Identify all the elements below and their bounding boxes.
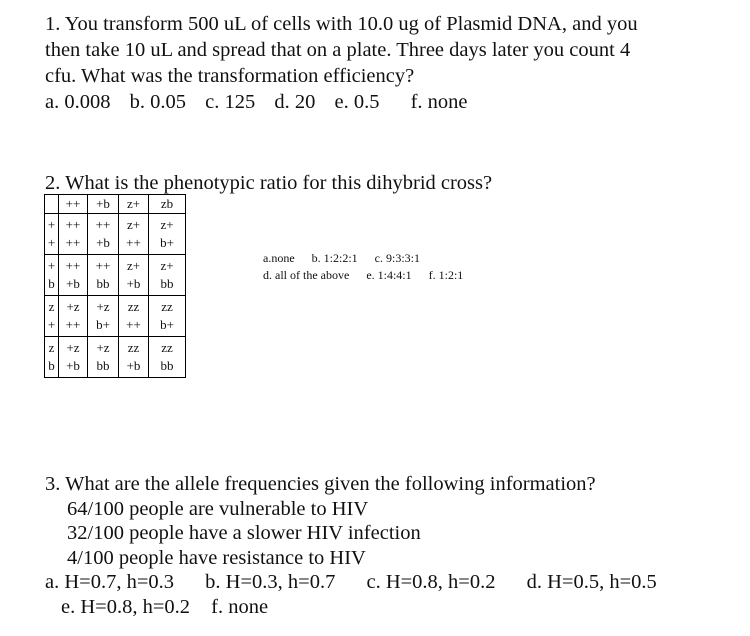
punnett-cell: z+ ++ — [119, 214, 149, 255]
option-c: c. 9:3:3:1 — [374, 251, 420, 265]
option-b: b. H=0.3, h=0.7 — [205, 571, 336, 593]
question-2-options-line — [263, 250, 477, 267]
punnett-cell: +z bb — [88, 337, 119, 378]
option-b: b. 0.05 — [129, 91, 186, 113]
punnett-cell: z+ bb — [149, 255, 186, 296]
question-3-text: 3. What are the allele frequencies given the following information? — [45, 473, 596, 495]
question-1-options — [45, 89, 638, 115]
punnett-cell: ++ ++ — [59, 214, 88, 255]
option-a: a.none — [263, 251, 295, 265]
option-a: a. 0.008 — [45, 91, 111, 113]
option-d: d. 20 — [274, 91, 316, 113]
option-c: c. 125 — [205, 91, 256, 113]
punnett-row — [45, 255, 186, 296]
option-c: c. H=0.8, h=0.2 — [366, 571, 496, 593]
punnett-corner — [45, 195, 59, 214]
question-3-info: 32/100 people have a slower HIV infection — [67, 522, 421, 544]
punnett-row — [45, 214, 186, 255]
question-1-line: 1. You transform 500 uL of cells with 10.0 ug of Plasmid DNA, and you — [45, 13, 638, 35]
punnett-cell: zz bb — [149, 337, 186, 378]
question-2-options — [263, 250, 477, 284]
punnett-gamete: + + — [45, 214, 59, 255]
punnett-cell: zz ++ — [119, 296, 149, 337]
option-e: e. 1:4:4:1 — [366, 268, 412, 282]
question-1-line: then take 10 uL and spread that on a plate. Three days later you count 4 — [45, 39, 631, 61]
punnett-header-cell: ++ — [59, 195, 88, 214]
punnett-cell: ++ bb — [88, 255, 119, 296]
question-3-options-line — [45, 595, 657, 620]
punnett-cell: ++ +b — [59, 255, 88, 296]
punnett-cell: z+ b+ — [149, 214, 186, 255]
option-f: f. 1:2:1 — [428, 268, 464, 282]
punnett-square — [44, 194, 186, 378]
punnett-header-cell: +b — [88, 195, 119, 214]
punnett-row — [45, 296, 186, 337]
question-3-options-line — [45, 570, 657, 595]
question-3-info: 4/100 people have resistance to HIV — [67, 546, 366, 569]
option-f: f. none — [211, 595, 269, 618]
punnett-header-cell: z+ — [119, 195, 149, 214]
option-a: a. H=0.7, h=0.3 — [45, 571, 175, 593]
option-b: b. 1:2:2:1 — [311, 251, 358, 265]
option-e: e. 0.5 — [334, 91, 380, 113]
punnett-cell: +z ++ — [59, 296, 88, 337]
question-3-info: 64/100 people are vulnerable to HIV — [67, 497, 369, 520]
punnett-gamete: + b — [45, 255, 59, 296]
question-1 — [45, 11, 638, 115]
question-3 — [45, 472, 657, 619]
punnett-cell: zz +b — [119, 337, 149, 378]
option-f: f. none — [410, 91, 468, 113]
punnett-cell: zz b+ — [149, 296, 186, 337]
punnett-cell: ++ +b — [88, 214, 119, 255]
punnett-gamete: z + — [45, 296, 59, 337]
punnett-row — [45, 337, 186, 378]
question-1-line: cfu. What was the transformation efficiency? — [45, 65, 415, 87]
punnett-cell: +z b+ — [88, 296, 119, 337]
option-e: e. H=0.8, h=0.2 — [61, 595, 191, 618]
question-2: 2. What is the phenotypic ratio for this dihybrid cross? — [45, 172, 493, 194]
punnett-cell: +z +b — [59, 337, 88, 378]
question-2-options-line — [263, 267, 477, 284]
punnett-header-row — [45, 195, 186, 214]
punnett-cell: z+ +b — [119, 255, 149, 296]
option-d: d. H=0.5, h=0.5 — [526, 571, 657, 593]
punnett-header-cell: zb — [149, 195, 186, 214]
punnett-gamete: z b — [45, 337, 59, 378]
option-d: d. all of the above — [263, 268, 350, 282]
